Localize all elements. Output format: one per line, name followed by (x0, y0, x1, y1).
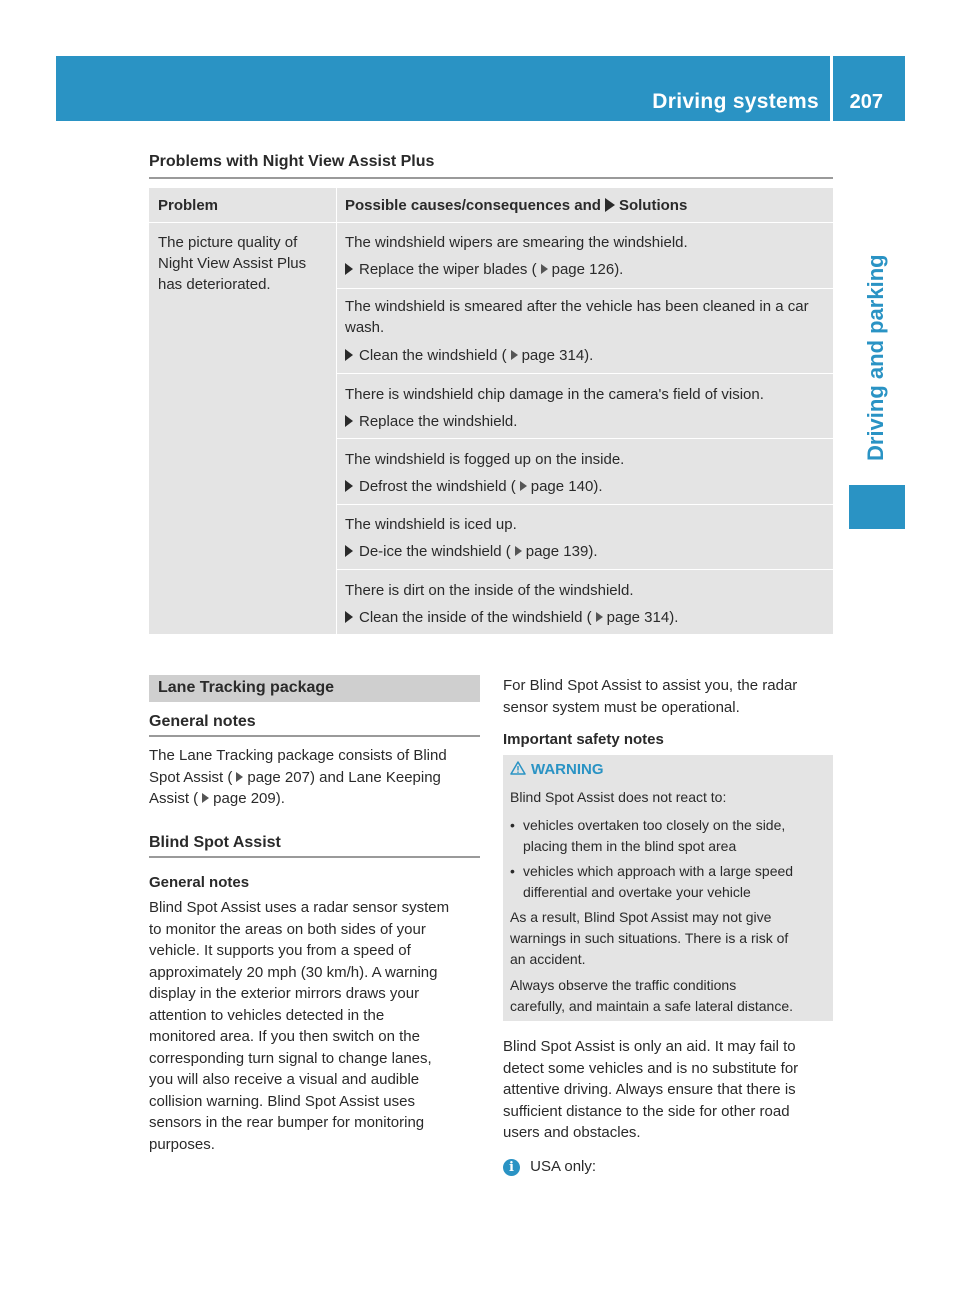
text-line: warnings in such situations. There is a risk of (510, 930, 789, 946)
text-line: sensor system must be operational. (503, 698, 740, 716)
problem-cell: The picture quality of Night View Assist Plus has deteriorated. (158, 234, 307, 293)
text-line: an accident. (510, 951, 586, 967)
text-line: Blind Spot Assist is only an aid. It may fail to (503, 1038, 796, 1055)
bsa-general-notes: General notes (149, 874, 250, 891)
solution-post: ). (614, 261, 624, 278)
solution-text (345, 476, 603, 497)
text-line: monitored area. If you then switch on the (149, 1028, 420, 1045)
page-ref-icon (596, 612, 603, 622)
bullet-mark: • (510, 863, 515, 879)
lane-tracking-title: Lane Tracking package (158, 679, 335, 696)
warning-bullet (523, 861, 833, 903)
cause-text: The windshield wipers are smearing the windshield. (345, 234, 688, 251)
solution-text (345, 345, 593, 366)
cause-text: The windshield is smeared after the vehicle has been cleaned in a car wash. (345, 298, 809, 336)
text-span: Spot Assist ( (149, 768, 233, 786)
solution-pre: Clean the inside of the windshield ( (359, 609, 592, 626)
table-row (337, 289, 833, 377)
text-line: detect some vehicles and is no substitute for (503, 1059, 799, 1077)
text-span: ) and Lane Keeping (309, 768, 441, 786)
text-line: Blind Spot Assist uses a radar sensor system (149, 899, 450, 916)
page-ref[interactable]: page 140 (530, 478, 594, 495)
usa-only-text: USA only: (530, 1158, 597, 1175)
cause-text: There is windshield chip damage in the camera's field of vision. (345, 386, 764, 403)
text-line: purposes. (149, 1135, 215, 1153)
lane-tracking-heading (149, 675, 480, 702)
table-row (337, 570, 833, 634)
cause-text: The windshield is fogged up on the inside. (345, 451, 625, 468)
text-line: sufficient distance to the side for other road (503, 1102, 790, 1120)
page-ref[interactable]: page 207 (247, 768, 310, 786)
side-tab-marker (849, 485, 905, 529)
solution-post: ). (593, 478, 603, 495)
text-line: placing them in the blind spot area (523, 838, 737, 854)
warning-header (510, 761, 604, 778)
text-line: As a result, Blind Spot Assist may not give (510, 909, 772, 925)
safety-notes-heading: Important safety notes (503, 731, 664, 748)
text-line: differential and overtake your vehicle (523, 884, 751, 900)
blind-spot-assist-heading: Blind Spot Assist (149, 834, 281, 851)
page-ref-icon (202, 793, 209, 803)
solution-pre: De-ice the windshield ( (359, 543, 511, 560)
solution-pre: Replace the windshield. (359, 413, 518, 430)
table-row (337, 439, 833, 503)
solution-text (345, 259, 623, 280)
page-ref-icon (541, 264, 548, 274)
text-line: corresponding turn signal to change lanes, (149, 1049, 432, 1067)
header-problem: Problem (158, 197, 219, 214)
warning-risk (510, 907, 830, 970)
warning-label: WARNING (531, 761, 604, 778)
bsa-description (149, 897, 489, 1155)
warning-lead: Blind Spot Assist does not react to: (510, 789, 727, 805)
arrow-icon (345, 545, 353, 557)
text-span: Assist ( (149, 790, 199, 807)
warning-bullet (523, 815, 833, 857)
lane-intro (149, 745, 484, 810)
text-line: sensors in the rear bumper for monitoring (149, 1114, 425, 1131)
arrow-icon (345, 480, 353, 492)
header-solutions-a: Possible causes/consequences and (345, 197, 601, 214)
side-tab (849, 121, 905, 473)
solution-text (345, 541, 598, 562)
page-ref-icon (520, 481, 527, 491)
page-ref[interactable]: page 314 (521, 347, 585, 364)
text-line: Always observe the traffic conditions (510, 977, 737, 993)
page-ref-icon (511, 350, 518, 360)
header-divider (830, 56, 833, 121)
usa-only-note (503, 1156, 596, 1178)
header-bar (56, 56, 905, 121)
table-row (337, 223, 833, 287)
section-rule (149, 856, 480, 858)
lane-intro-line: The Lane Tracking package consists of Blind (149, 747, 447, 764)
page-ref[interactable]: page 209 (213, 790, 276, 807)
solution-pre: Defrost the windshield ( (359, 478, 516, 495)
arrow-icon (605, 198, 615, 212)
solution-text (345, 607, 678, 628)
radar-intro (503, 675, 838, 718)
table-title: Problems with Night View Assist Plus (149, 153, 435, 170)
aid-paragraph (503, 1036, 843, 1144)
page-ref[interactable]: page 314 (606, 609, 670, 626)
header-solutions (345, 197, 687, 214)
arrow-icon (345, 349, 353, 361)
solution-post: ). (669, 609, 679, 626)
text-line: collision warning. Blind Spot Assist uses (149, 1092, 415, 1110)
side-tab-label: Driving and parking (863, 254, 888, 461)
text-line: to monitor the areas on both sides of your (149, 920, 426, 938)
bullet-mark: • (510, 817, 515, 833)
problems-table (149, 188, 833, 634)
solution-pre: Replace the wiper blades ( (359, 261, 537, 278)
lane-intro-line (149, 788, 484, 810)
title-rule (149, 177, 833, 179)
section-rule (149, 735, 480, 737)
arrow-icon (345, 415, 353, 427)
text-line: vehicles overtaken too closely on the side, (523, 817, 786, 833)
text-line: users and obstacles. (503, 1124, 641, 1141)
solution-pre: Clean the windshield ( (359, 347, 507, 364)
header-solutions-b: Solutions (618, 197, 688, 214)
page-ref-icon (515, 546, 522, 556)
header-title: Driving systems (652, 90, 819, 113)
text-line: vehicle. It supports you from a speed of (149, 942, 411, 959)
text-line: display in the exterior mirrors draws your (149, 985, 420, 1002)
solution-post: ). (588, 543, 598, 560)
lane-intro-line (149, 767, 484, 789)
cause-text: The windshield is iced up. (345, 516, 517, 533)
text-line: you will also receive a visual and audible (149, 1071, 420, 1088)
arrow-icon (345, 263, 353, 275)
general-notes-heading: General notes (149, 713, 256, 730)
page-number: 207 (849, 91, 883, 113)
warning-box (503, 755, 833, 1021)
solution-text (345, 411, 517, 432)
warning-icon (510, 761, 526, 775)
table-header (149, 188, 833, 222)
text-line: attention to vehicles detected in the (149, 1006, 385, 1024)
arrow-icon (345, 611, 353, 623)
text-span: ). (275, 790, 285, 807)
warning-observe (510, 975, 830, 1017)
text-line: attentive driving. Always ensure that there is (503, 1081, 796, 1098)
text-line: approximately 20 mph (30 km/h). A warning (149, 963, 438, 981)
table-row (337, 505, 833, 569)
text-line: carefully, and maintain a safe lateral distance. (510, 998, 794, 1014)
cause-text: There is dirt on the inside of the windshield. (345, 582, 634, 599)
page-ref[interactable]: page 126 (551, 261, 615, 278)
table-row (337, 374, 833, 438)
page-ref[interactable]: page 139 (525, 543, 589, 560)
page-ref-icon (236, 772, 243, 782)
info-icon: i (503, 1159, 520, 1176)
text-line: For Blind Spot Assist to assist you, the radar (503, 677, 798, 694)
solution-post: ). (584, 347, 594, 364)
text-line: vehicles which approach with a large speed (523, 863, 794, 879)
